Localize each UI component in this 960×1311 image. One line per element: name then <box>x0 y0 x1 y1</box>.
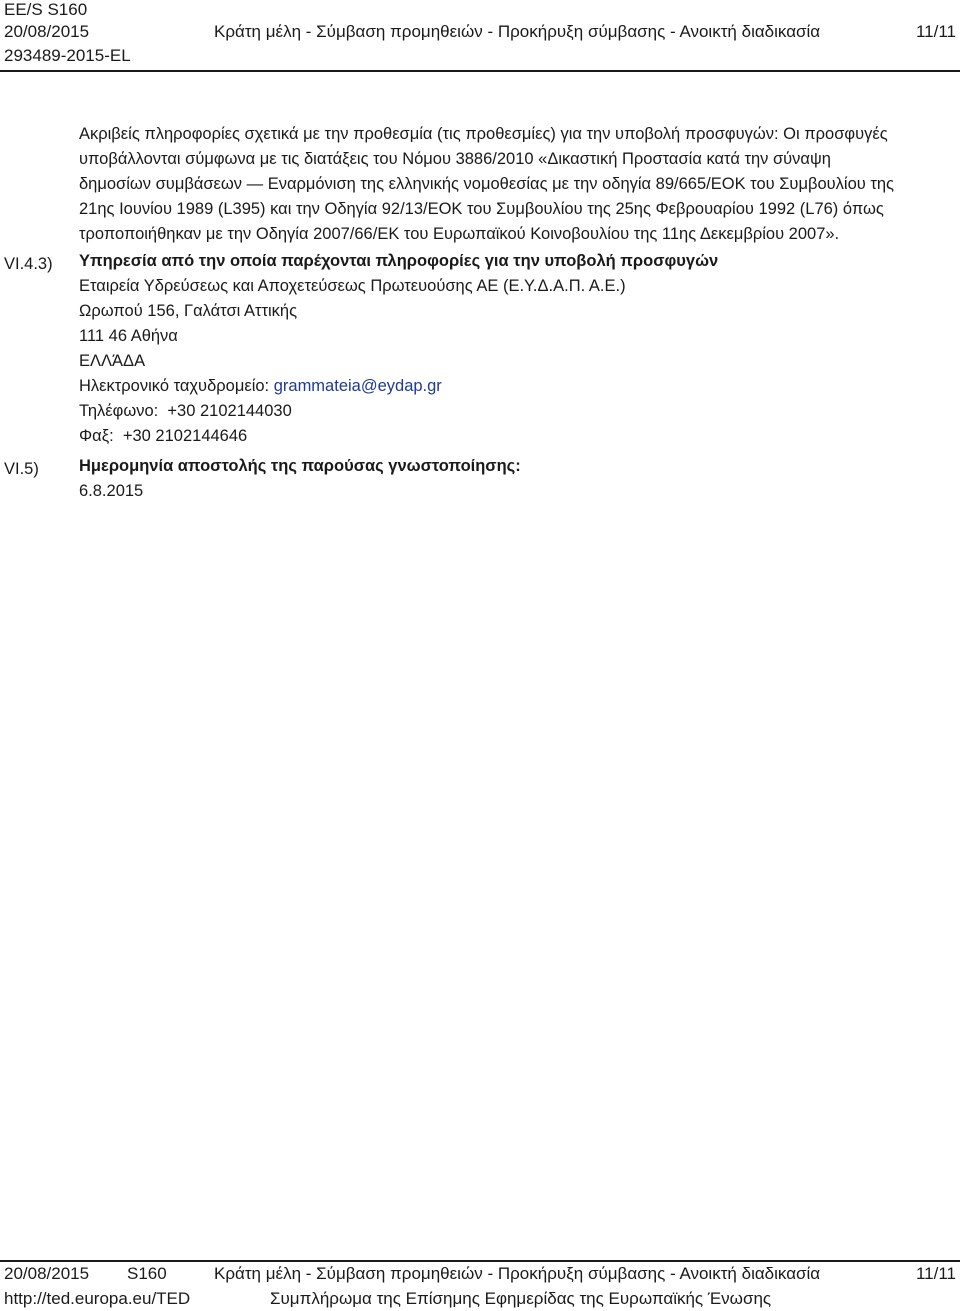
header-rule <box>0 70 960 72</box>
header-series: EE/S S160 <box>4 0 88 19</box>
paragraph-line: δημοσίων συμβάσεων — Εναρμόνιση της ελληνικής νομοθεσίας με την οδηγία 89/665/ΕΟΚ του Συμβουλίου της <box>79 175 894 193</box>
page-header <box>0 0 960 72</box>
phone-row <box>79 399 292 424</box>
section-number-vi43: VI.4.3) <box>4 255 53 273</box>
dispatch-date: 6.8.2015 <box>79 482 144 500</box>
footer-title: Κράτη μέλη - Σύμβαση προμηθειών - Προκήρυξη σύμβασης - Ανοικτή διαδικασία <box>214 1264 821 1283</box>
phone-value: +30 2102144030 <box>167 402 292 420</box>
section-number-vi5: VI.5) <box>4 460 39 478</box>
email-label: Ηλεκτρονικό ταχυδρομείο: <box>79 377 270 395</box>
section-heading-vi43: Υπηρεσία από την οποία παρέχονται πληροφορίες για την υποβολή προσφυγών <box>79 252 719 270</box>
paragraph-line: 21ης Ιουνίου 1989 (L395) και την Οδηγία 92/13/ΕΟΚ του Συμβουλίου της 25ης Φεβρουαρίου 1992 (L76) όπως <box>79 200 884 218</box>
email-link[interactable]: grammateia@eydap.gr <box>273 377 442 395</box>
fax-row <box>79 424 247 449</box>
footer-page-number: 11/11 <box>915 1264 956 1283</box>
review-procedures-paragraph <box>79 122 949 247</box>
header-date: 20/08/2015 <box>4 22 90 41</box>
country: ΕΛΛΆΔΑ <box>79 352 146 370</box>
street-address: Ωρωπού 156, Γαλάτσι Αττικής <box>79 302 298 320</box>
page-footer <box>0 1262 960 1311</box>
footer-journal: Συμπλήρωμα της Επίσημης Εφημερίδας της Ευρωπαϊκής Ένωσης <box>270 1289 772 1308</box>
footer-date: 20/08/2015 <box>4 1264 90 1283</box>
postcode-city: 111 46 Αθήνα <box>79 327 178 345</box>
header-reference: 293489-2015-EL <box>4 46 131 65</box>
section-heading-vi5: Ημερομηνία αποστολής της παρούσας γνωστοποίησης: <box>79 457 521 475</box>
footer-url-link[interactable]: http://ted.europa.eu/TED <box>4 1289 191 1308</box>
organisation-name: Εταιρεία Υδρεύσεως και Αποχετεύσεως Πρωτευούσης ΑΕ (Ε.Υ.Δ.Α.Π. Α.Ε.) <box>79 277 626 295</box>
paragraph-line: υποβάλλονται σύμφωνα με τις διατάξεις του Νόμου 3886/2010 «Δικαστική Προστασία κατά την σύναψη <box>79 150 831 168</box>
fax-label: Φαξ: <box>79 427 114 445</box>
header-title: Κράτη μέλη - Σύμβαση προμηθειών - Προκήρυξη σύμβασης - Ανοικτή διαδικασία <box>214 22 821 41</box>
phone-label: Τηλέφωνο: <box>79 402 159 420</box>
footer-series: S160 <box>127 1264 167 1283</box>
header-page-number: 11/11 <box>915 22 956 41</box>
fax-value: +30 2102144646 <box>122 427 248 445</box>
paragraph-line: Ακριβείς πληροφορίες σχετικά με την προθεσμία (τις προθεσμίες) για την υποβολή προσφυγών: Οι προσφυγές <box>79 125 888 143</box>
email-row <box>79 374 442 399</box>
paragraph-line: τροποποιήθηκαν με την Οδηγία 2007/66/ΕΚ του Ευρωπαϊκού Κοινοβουλίου της 11ης Δεκεμβρίου 2007». <box>79 225 840 243</box>
